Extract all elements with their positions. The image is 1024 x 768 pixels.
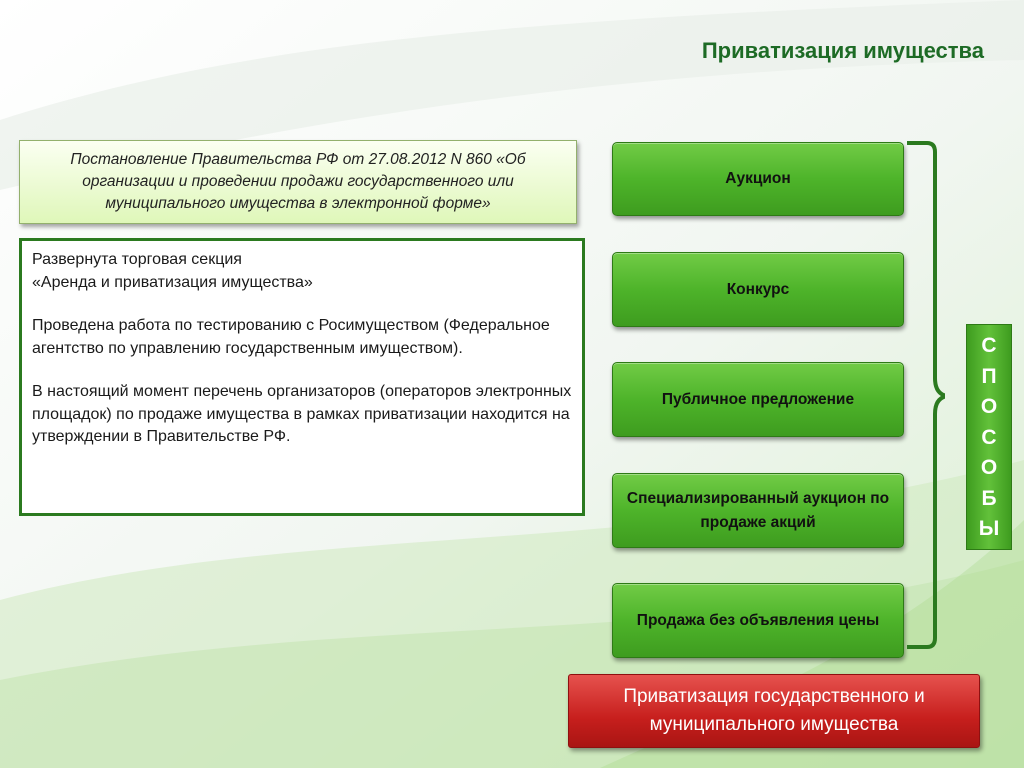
decree-text: Постановление Правительства РФ от 27.08.2012 N 860 «Об организации и проведении продажи государственного или муниципального имущества в электронной форме» [70,151,526,212]
method-auction-button[interactable] [612,142,904,216]
info-panel [19,238,585,516]
info-paragraph-2: Проведена работа по тестированию с Росимуществом (Федеральное агентство по управлению государственным имуществом). [32,317,550,357]
method-public-offer-button[interactable] [612,362,904,437]
curly-bracket [905,140,945,650]
method-contest-button[interactable] [612,252,904,327]
method-label: Продажа без объявления цены [636,611,880,629]
vertical-letter: С [981,334,997,357]
vertical-letter: О [980,395,998,418]
vertical-letter: П [981,364,997,388]
method-no-price-sale-button[interactable] [612,583,904,658]
footer-button-label: Приватизация государственного и муниципального имущества [623,686,925,735]
privatization-nav-button[interactable] [568,674,980,748]
vertical-letter: О [980,456,998,479]
vertical-letter: Ы [978,517,1000,540]
vertical-letter: С [981,425,997,449]
info-paragraph-1: Развернута торговая секция «Аренда и приватизация имущества» [32,251,313,291]
page-title: Приватизация имущества [701,38,984,63]
info-paragraph-3: В настоящий момент перечень организаторов (операторов электронных площадок) по продаже имущества в рамках приватизации находится на утверждении в Правительстве РФ. [32,383,572,445]
vertical-letter: Б [981,486,997,510]
method-label: Аукцион [725,170,791,187]
decree-box [19,140,577,224]
method-label: Специализированный аукцион по продаже акций [626,489,890,531]
method-label: Конкурс [726,280,790,298]
method-label: Публичное предложение [661,390,855,408]
method-share-auction-button[interactable] [612,473,904,548]
methods-vertical-label [966,324,1012,550]
